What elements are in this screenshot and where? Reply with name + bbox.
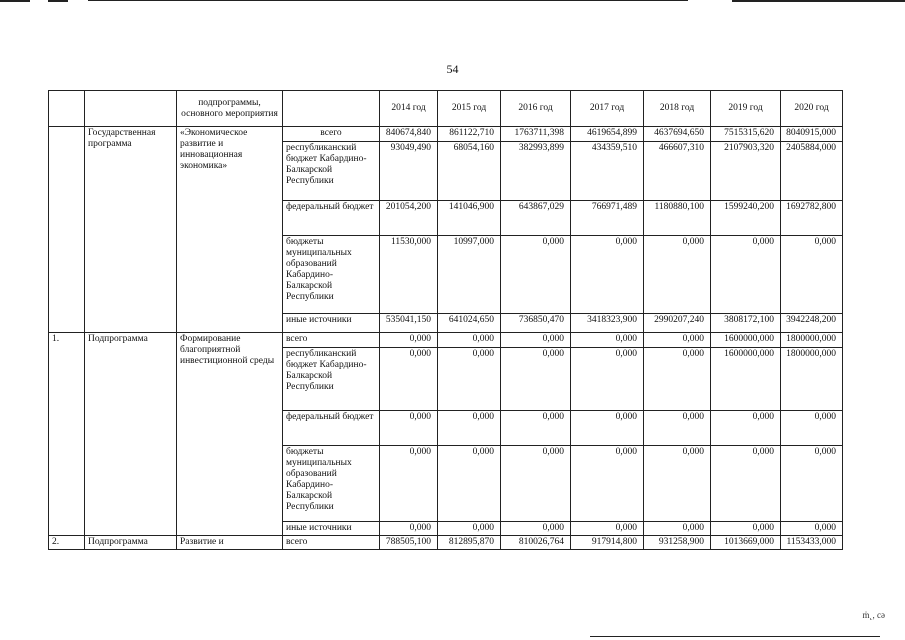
value-2016: 382993,899 [501, 142, 571, 201]
scan-line-top-left-2 [48, 0, 68, 2]
value-2017: 0,000 [571, 411, 644, 446]
value-2020: 0,000 [781, 411, 843, 446]
header-cell-type [85, 91, 177, 127]
header-year-2017: 2017 год [571, 91, 644, 127]
funding-source: всего [283, 536, 380, 550]
value-2017: 0,000 [571, 348, 644, 411]
value-2016: 0,000 [501, 236, 571, 314]
program-type: Подпрограмма [85, 333, 177, 536]
header-cell-source [283, 91, 380, 127]
value-2017: 4619654,899 [571, 127, 644, 142]
value-2018: 1180880,100 [644, 201, 711, 236]
row-number: 2. [49, 536, 85, 550]
table-row [49, 333, 843, 348]
program-name: Развитие и [177, 536, 283, 550]
value-2014: 0,000 [380, 446, 438, 522]
value-2020: 0,000 [781, 236, 843, 314]
value-2019: 0,000 [711, 522, 781, 536]
value-2019: 1599240,200 [711, 201, 781, 236]
value-2017: 3418323,900 [571, 314, 644, 333]
value-2017: 0,000 [571, 446, 644, 522]
funding-source: иные источники [283, 522, 380, 536]
value-2014: 93049,490 [380, 142, 438, 201]
value-2019: 0,000 [711, 411, 781, 446]
value-2020: 1800000,000 [781, 348, 843, 411]
funding-source: бюджеты муниципальных образований Кабардино-Балкарской Республики [283, 446, 380, 522]
table-row [49, 127, 843, 142]
value-2015: 141046,900 [438, 201, 501, 236]
scan-line-top-right [732, 0, 905, 2]
value-2015: 641024,650 [438, 314, 501, 333]
value-2020: 3942248,200 [781, 314, 843, 333]
value-2016: 0,000 [501, 411, 571, 446]
value-2020: 0,000 [781, 446, 843, 522]
program-type: Подпрограмма [85, 536, 177, 550]
header-year-2016: 2016 год [501, 91, 571, 127]
value-2014: 0,000 [380, 348, 438, 411]
value-2015: 0,000 [438, 411, 501, 446]
value-2014: 535041,150 [380, 314, 438, 333]
funding-table [48, 90, 843, 550]
funding-source: республиканский бюджет Кабардино-Балкарской Республики [283, 142, 380, 201]
value-2020: 8040915,000 [781, 127, 843, 142]
value-2018: 2990207,240 [644, 314, 711, 333]
value-2017: 434359,510 [571, 142, 644, 201]
value-2016: 0,000 [501, 522, 571, 536]
header-year-2014: 2014 год [380, 91, 438, 127]
program-type: Государственная программа [85, 127, 177, 333]
value-2014: 201054,200 [380, 201, 438, 236]
funding-source: республиканский бюджет Кабардино-Балкарской Республики [283, 348, 380, 411]
value-2018: 0,000 [644, 411, 711, 446]
header-year-2020: 2020 год [781, 91, 843, 127]
value-2019: 3808172,100 [711, 314, 781, 333]
value-2019: 0,000 [711, 236, 781, 314]
value-2018: 0,000 [644, 348, 711, 411]
row-number: 1. [49, 333, 85, 536]
value-2016: 643867,029 [501, 201, 571, 236]
funding-source: всего [283, 333, 380, 348]
value-2014: 0,000 [380, 522, 438, 536]
funding-source: иные источники [283, 314, 380, 333]
scan-line-top [88, 0, 688, 1]
scan-line-top-left [0, 0, 30, 2]
table-header-row [49, 91, 843, 127]
value-2015: 0,000 [438, 348, 501, 411]
value-2019: 1013669,000 [711, 536, 781, 550]
scan-marks: ṁ˛, сə [862, 610, 885, 620]
value-2020: 0,000 [781, 522, 843, 536]
value-2014: 0,000 [380, 333, 438, 348]
value-2014: 788505,100 [380, 536, 438, 550]
value-2018: 931258,900 [644, 536, 711, 550]
value-2017: 917914,800 [571, 536, 644, 550]
value-2018: 466607,310 [644, 142, 711, 201]
value-2015: 0,000 [438, 333, 501, 348]
funding-source: федеральный бюджет [283, 201, 380, 236]
value-2014: 11530,000 [380, 236, 438, 314]
value-2017: 0,000 [571, 236, 644, 314]
header-year-2019: 2019 год [711, 91, 781, 127]
value-2016: 0,000 [501, 333, 571, 348]
value-2014: 840674,840 [380, 127, 438, 142]
header-cell-name: подпрограммы, основного мероприятия [177, 91, 283, 127]
value-2020: 1800000,000 [781, 333, 843, 348]
program-name: Формирование благоприятной инвестиционной среды [177, 333, 283, 536]
value-2020: 2405884,000 [781, 142, 843, 201]
page-number: 54 [446, 62, 459, 76]
row-number [49, 127, 85, 333]
value-2016: 0,000 [501, 348, 571, 411]
program-name: «Экономическое развитие и инновационная экономика» [177, 127, 283, 333]
value-2020: 1692782,800 [781, 201, 843, 236]
value-2017: 0,000 [571, 333, 644, 348]
value-2019: 7515315,620 [711, 127, 781, 142]
value-2015: 10997,000 [438, 236, 501, 314]
value-2018: 4637694,650 [644, 127, 711, 142]
value-2015: 68054,160 [438, 142, 501, 201]
value-2018: 0,000 [644, 522, 711, 536]
scan-line-bottom-right [590, 636, 880, 637]
value-2018: 0,000 [644, 236, 711, 314]
value-2018: 0,000 [644, 333, 711, 348]
value-2017: 766971,489 [571, 201, 644, 236]
table-row [49, 536, 843, 550]
value-2014: 0,000 [380, 411, 438, 446]
value-2018: 0,000 [644, 446, 711, 522]
value-2015: 812895,870 [438, 536, 501, 550]
funding-source: федеральный бюджет [283, 411, 380, 446]
value-2016: 810026,764 [501, 536, 571, 550]
header-year-2018: 2018 год [644, 91, 711, 127]
value-2015: 0,000 [438, 522, 501, 536]
value-2016: 1763711,398 [501, 127, 571, 142]
value-2015: 0,000 [438, 446, 501, 522]
header-cell-num [49, 91, 85, 127]
value-2019: 1600000,000 [711, 348, 781, 411]
header-year-2015: 2015 год [438, 91, 501, 127]
value-2017: 0,000 [571, 522, 644, 536]
value-2019: 0,000 [711, 446, 781, 522]
value-2020: 1153433,000 [781, 536, 843, 550]
value-2019: 1600000,000 [711, 333, 781, 348]
value-2016: 736850,470 [501, 314, 571, 333]
value-2019: 2107903,320 [711, 142, 781, 201]
funding-source: всего [283, 127, 380, 142]
funding-source: бюджеты муниципальных образований Кабардино-Балкарской Республики [283, 236, 380, 314]
value-2015: 861122,710 [438, 127, 501, 142]
value-2016: 0,000 [501, 446, 571, 522]
